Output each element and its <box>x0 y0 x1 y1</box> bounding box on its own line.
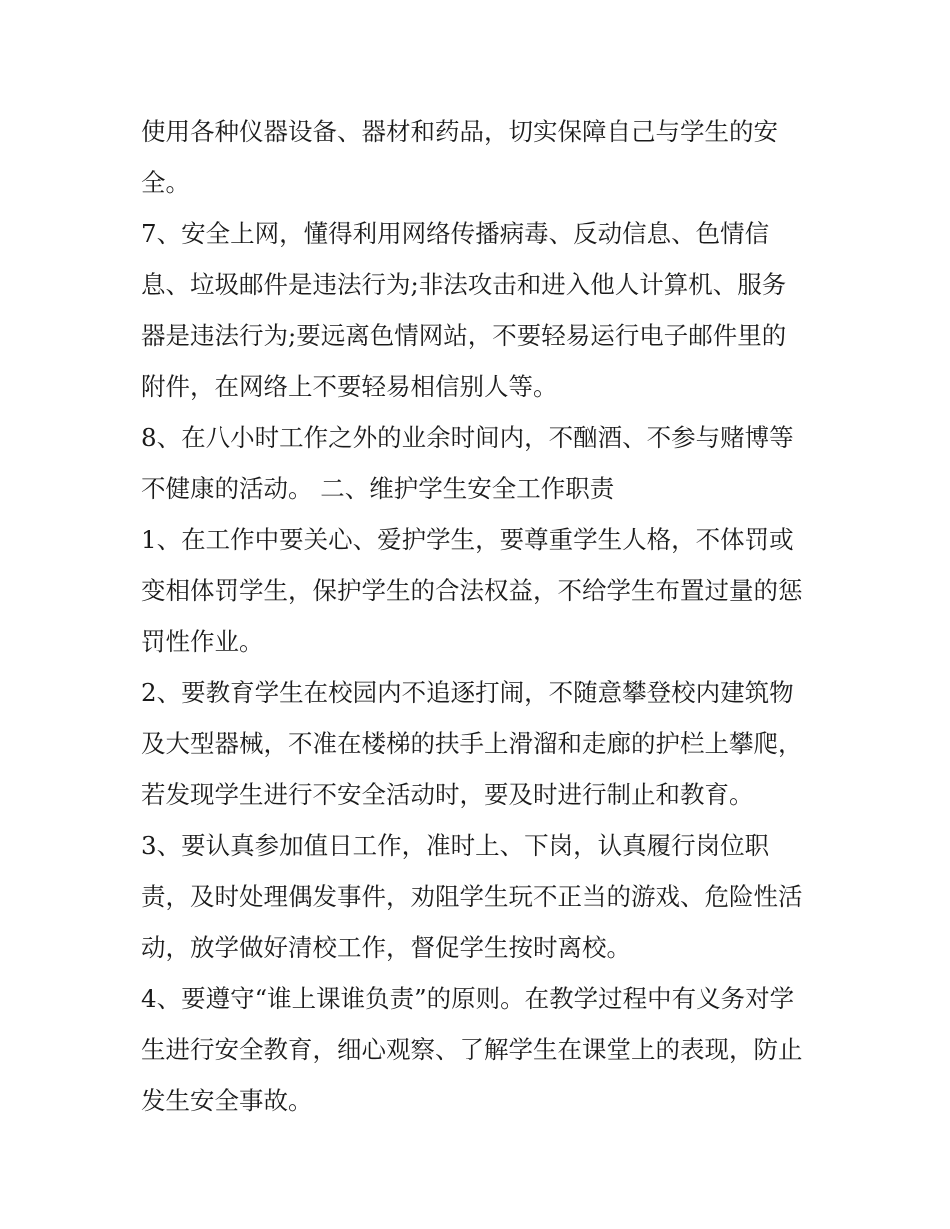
text-line: 变相体罚学生，保护学生的合法权益，不给学生布置过量的惩 <box>141 576 803 605</box>
text-line: 责，及时处理偶发事件，劝阻学生玩不正当的游戏、危险性活 <box>141 882 803 911</box>
text-line: 全。 <box>141 168 190 197</box>
text-line: 罚性作业。 <box>141 627 264 656</box>
text-line: 4、要遵守“谁上课谁负责”的原则。在教学过程中有义务对学 <box>141 984 795 1013</box>
text-line: 若发现学生进行不安全活动时，要及时进行制止和教育。 <box>141 780 754 809</box>
text-line: 1、在工作中要关心、爱护学生，要尊重学生人格，不体罚或 <box>141 525 794 554</box>
text-line: 不健康的活动。 二、维护学生安全工作职责 <box>141 474 615 503</box>
text-line: 器是违法行为;要远离色情网站，不要轻易运行电子邮件里的 <box>141 321 787 350</box>
text-line: 动，放学做好清校工作，督促学生按时离校。 <box>141 933 631 962</box>
text-line: 发生安全事故。 <box>141 1086 313 1115</box>
text-line: 8、在八小时工作之外的业余时间内，不酗酒、不参与赌博等 <box>141 423 794 452</box>
document-body <box>141 106 821 1126</box>
text-line: 生进行安全教育，细心观察、了解学生在课堂上的表现，防止 <box>141 1035 803 1064</box>
text-line: 附件，在网络上不要轻易相信别人等。 <box>141 372 558 401</box>
text-line: 息、垃圾邮件是违法行为;非法攻击和进入他人计算机、服务 <box>141 270 787 299</box>
text-line: 及大型器械，不准在楼梯的扶手上滑溜和走廊的护栏上攀爬， <box>141 729 803 758</box>
text-line: 使用各种仪器设备、器材和药品，切实保障自己与学生的安 <box>141 117 778 146</box>
text-line: 7、安全上网，懂得利用网络传播病毒、反动信息、色情信 <box>141 219 770 248</box>
text-line: 2、要教育学生在校园内不追逐打闹，不随意攀登校内建筑物 <box>141 678 794 707</box>
text-line: 3、要认真参加值日工作，准时上、下岗，认真履行岗位职 <box>141 831 770 860</box>
